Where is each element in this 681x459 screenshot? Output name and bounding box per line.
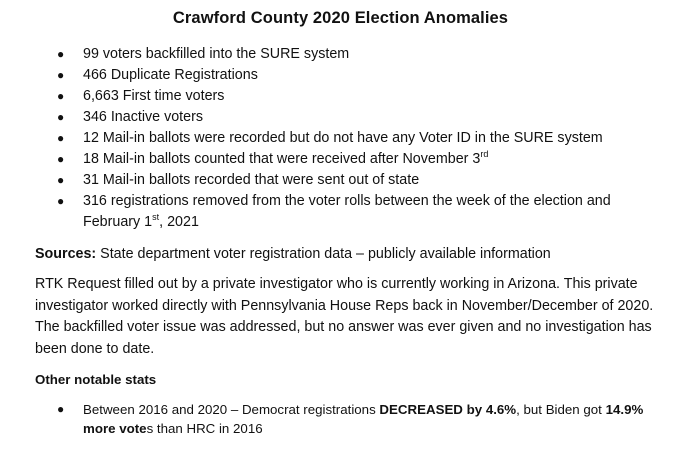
bullet-icon: ● xyxy=(57,402,65,416)
document-title: Crawford County 2020 Election Anomalies xyxy=(172,9,509,27)
other-notable-heading: Other notable stats xyxy=(35,372,157,387)
list-item-text-end: , 2021 xyxy=(159,214,199,230)
list-item-text: 12 Mail-in ballots were recorded but do not have any Voter ID in the SURE system xyxy=(83,130,603,146)
notable-text-part1: Between 2016 and 2020 – Democrat registrations xyxy=(83,402,380,417)
rtk-paragraph: RTK Request filled out by a private investigator who is currently working in Arizona. This private investigator worked directly with Pennsylvania House Reps back in November/December of 2020. The backfilled voter issue was addressed, but no answer was ever given and no investigation has been done to date. xyxy=(35,276,654,357)
bullet-icon: ● xyxy=(57,131,65,145)
sources-line xyxy=(35,244,655,265)
list-item xyxy=(55,65,655,86)
list-item-text: 99 voters backfilled into the SURE system xyxy=(83,46,350,62)
list-item xyxy=(55,149,655,170)
list-item xyxy=(55,191,655,233)
bullet-icon: ● xyxy=(57,68,65,82)
bullet-icon: ● xyxy=(57,47,65,61)
list-item xyxy=(55,170,655,191)
list-item xyxy=(55,86,655,107)
notable-bold-decrease: DECREASED by 4.6% xyxy=(379,402,517,417)
list-item-text: 18 Mail-in ballots counted that were received after November 3 xyxy=(83,151,481,167)
sources-label: Sources: xyxy=(35,246,97,262)
notable-text-part3: s than HRC in 2016 xyxy=(146,421,263,436)
ordinal-suffix: rd xyxy=(480,149,489,160)
notable-text-part2: , but Biden got xyxy=(516,402,606,417)
notable-bold-votes: 14.9% more vote xyxy=(83,402,644,436)
list-item-text: 466 Duplicate Registrations xyxy=(83,67,258,83)
list-item xyxy=(55,107,655,128)
anomalies-list xyxy=(55,44,655,233)
sources-text: State department voter registration data – publicly available information xyxy=(96,246,551,262)
bullet-icon: ● xyxy=(57,194,65,208)
list-item xyxy=(55,44,655,65)
notable-stats-list xyxy=(55,400,655,438)
list-item xyxy=(55,400,655,438)
list-item-text: 31 Mail-in ballots recorded that were sent out of state xyxy=(83,172,420,188)
list-item-text: 6,663 First time voters xyxy=(83,88,225,104)
ordinal-suffix: st xyxy=(152,212,160,223)
list-item-text: 316 registrations removed from the voter rolls between the week of the election and February 1 xyxy=(83,193,611,230)
list-item-text: 346 Inactive voters xyxy=(83,109,204,125)
list-item xyxy=(55,128,655,149)
bullet-icon: ● xyxy=(57,89,65,103)
bullet-icon: ● xyxy=(57,152,65,166)
bullet-icon: ● xyxy=(57,110,65,124)
bullet-icon: ● xyxy=(57,173,65,187)
